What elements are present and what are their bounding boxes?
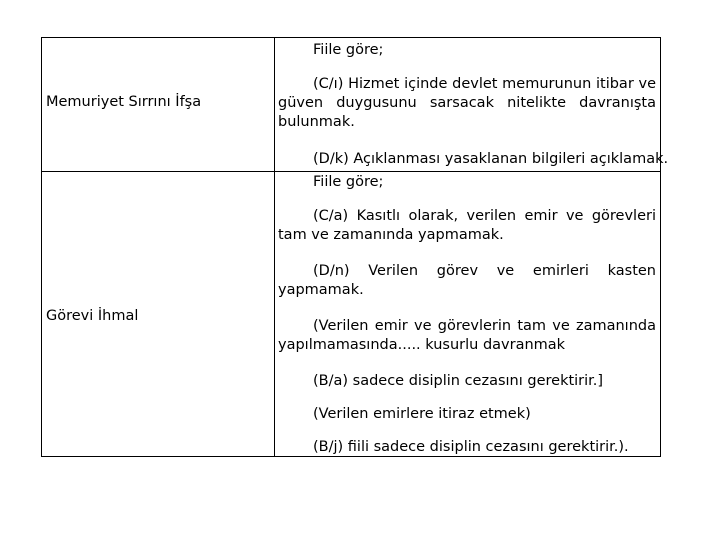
row-1-label: Memuriyet Sırrını İfşa	[46, 94, 202, 110]
row-2-label: Görevi İhmal	[46, 308, 139, 324]
row-2-para-4: (Verilen emir ve görevlerin tam ve zamanında yapılmamasında..... kusurlu davranmak	[278, 318, 656, 353]
column-divider	[274, 38, 275, 456]
row-2-para-1: Fiile göre;	[313, 174, 384, 190]
row-2-para-6: (Verilen emirlere itiraz etmek)	[313, 406, 531, 422]
row-1-para-3: (D/k) Açıklanması yasaklanan bilgileri açıklamak.	[313, 151, 669, 167]
row-1-para-1: Fiile göre;	[313, 42, 384, 58]
row-divider	[42, 171, 660, 172]
discipline-table	[41, 37, 669, 457]
row-2-para-5: (B/a) sadece disiplin cezasını gerektirir.]	[313, 373, 604, 389]
row-1-para-2: (C/ı) Hizmet içinde devlet memurunun itibar ve güven duygusunu sarsacak nitelikte davranışta bulunmak.	[278, 76, 656, 130]
row-2-para-2: (C/a) Kasıtlı olarak, verilen emir ve görevleri tam ve zamanında yapmamak.	[278, 208, 656, 243]
row-2-para-7: (B/j) fiili sadece disiplin cezasını gerektirir.).	[313, 439, 629, 455]
row-2-para-3: (D/n) Verilen görev ve emirleri kasten yapmamak.	[278, 263, 656, 298]
